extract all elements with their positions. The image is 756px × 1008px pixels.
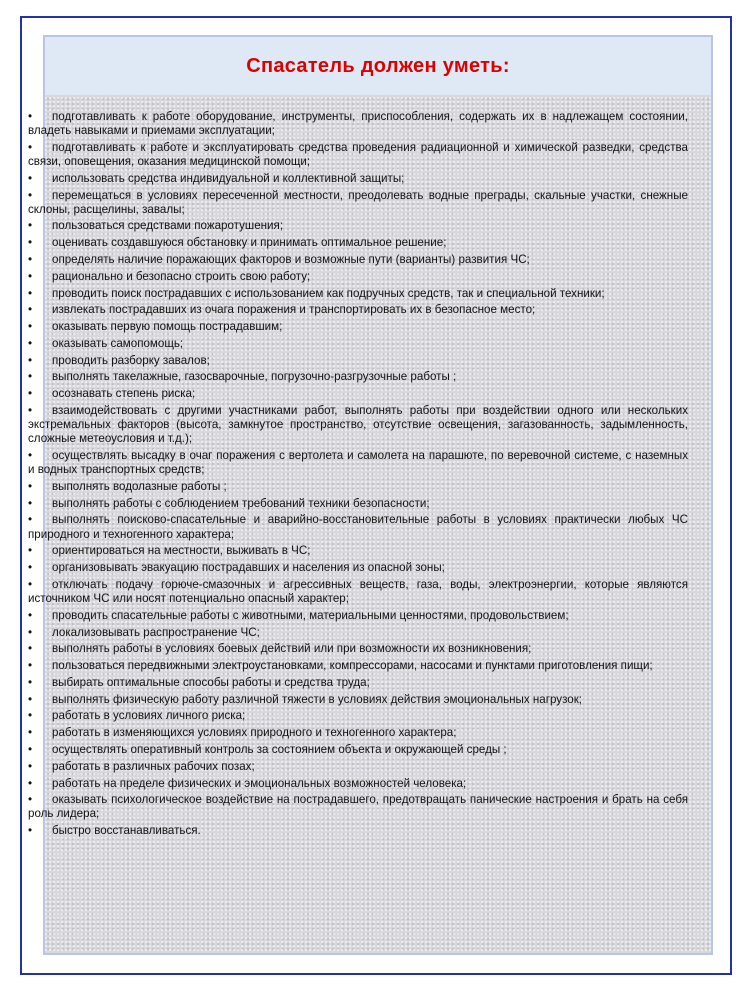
list-item-text: извлекать пострадавших из очага поражения и транспортировать их в безопасное место; [52, 303, 536, 317]
list-item [28, 253, 688, 267]
list-item-text: быстро восстанавливаться. [52, 824, 201, 838]
list-item [28, 609, 688, 623]
list-item [28, 824, 688, 838]
skills-list [28, 110, 688, 841]
bullet-icon: • [28, 544, 33, 558]
bullet-icon: • [28, 496, 33, 510]
bullet-icon: • [28, 692, 33, 706]
bullet-icon: • [28, 608, 33, 622]
list-item-text: использовать средства индивидуальной и коллективной защиты; [52, 171, 405, 185]
list-item [28, 110, 688, 138]
list-item-text: оказывать самопомощь; [52, 336, 184, 350]
bullet-icon: • [28, 171, 33, 185]
bullet-icon: • [28, 336, 33, 350]
bullet-icon: • [28, 675, 33, 689]
list-item-text: работать на пределе физических и эмоциональных возможностей человека; [52, 776, 467, 790]
bullet-icon: • [28, 219, 33, 233]
list-item-text: оценивать создавшуюся обстановку и принимать оптимальное решение; [52, 236, 447, 250]
page-title: Спасатель должен уметь: [246, 54, 510, 77]
bullet-icon: • [28, 479, 33, 493]
bullet-icon: • [28, 709, 33, 723]
bullet-icon: • [28, 776, 33, 790]
bullet-icon: • [28, 303, 33, 317]
bullet-icon: • [28, 625, 33, 639]
bullet-icon: • [28, 353, 33, 367]
list-item [28, 513, 688, 541]
list-item-text: проводить спасательные работы с животными, материальными ценностями, продовольствием; [52, 608, 569, 622]
bullet-icon: • [28, 269, 33, 283]
list-item-text: работать в различных рабочих позах; [52, 759, 255, 773]
list-item-text: ориентироваться на местности, выживать в ЧС; [52, 544, 311, 558]
list-item [28, 172, 688, 186]
list-item [28, 726, 688, 740]
list-item-text: выполнять физическую работу различной тяжести в условиях действия эмоциональных нагрузок; [52, 692, 583, 706]
list-item [28, 270, 688, 284]
list-item [28, 354, 688, 368]
list-item-text: рационально и безопасно строить свою работу; [52, 269, 311, 283]
list-item [28, 578, 688, 606]
list-item-text: выполнять работы в условиях боевых действий или при возможности их возникновения; [52, 642, 532, 656]
list-item-text: осознавать степень риска; [52, 387, 196, 401]
list-item-text: осуществлять оперативный контроль за состоянием объекта и окружающей среды ; [52, 742, 507, 756]
list-item [28, 659, 688, 673]
bullet-icon: • [28, 659, 33, 673]
list-item [28, 693, 688, 707]
bullet-icon: • [28, 793, 33, 807]
list-item [28, 626, 688, 640]
list-item [28, 561, 688, 575]
list-item [28, 387, 688, 401]
list-item [28, 303, 688, 317]
bullet-icon: • [28, 110, 33, 123]
list-item-text: работать в условиях личного риска; [52, 709, 246, 723]
bullet-icon: • [28, 642, 33, 656]
bullet-icon: • [28, 286, 33, 300]
list-item-text: оказывать психологическое воздействие на пострадавшего, предотвращать панические настроения и брать на себя роль лидера; [28, 793, 688, 821]
list-item-text: выполнять водолазные работы ; [52, 479, 227, 493]
list-item-text: выполнять такелажные, газосварочные, погрузочно-разгрузочные работы ; [52, 370, 457, 384]
bullet-icon: • [28, 513, 33, 527]
list-item [28, 287, 688, 301]
list-item [28, 320, 688, 334]
bullet-icon: • [28, 448, 33, 462]
list-item-text: подготавливать к работе оборудование, инструменты, приспособления, содержать их в надлежащем состоянии, владеть навыками и приемами эксплуатации; [28, 110, 688, 138]
page-frame [20, 16, 732, 975]
list-item [28, 676, 688, 690]
list-item-text: осуществлять высадку в очаг поражения с вертолета и самолета на парашюте, по веревочной системе, с наземных и водных транспортных средств; [28, 448, 688, 477]
bullet-icon: • [28, 140, 33, 154]
bullet-icon: • [28, 404, 33, 417]
title-bar [45, 37, 711, 95]
bullet-icon: • [28, 188, 33, 202]
list-item [28, 709, 688, 723]
list-item [28, 404, 688, 446]
list-item-text: отключать подачу горюче-смазочных и агрессивных веществ, газа, воды, электроэнергии, которые являются источником ЧС или носят потенциально опасный характер; [28, 577, 688, 605]
bullet-icon: • [28, 742, 33, 756]
list-item-text: организовывать эвакуацию пострадавших и населения из опасной зоны; [52, 561, 445, 575]
list-item-text: подготавливать к работе и эксплуатировать средства проведения радиационной и химической разведки, средства связи, оповещения, оказания медицинской помощи; [28, 140, 688, 168]
list-item-text: выполнять работы с соблюдением требований техники безопасности; [52, 496, 430, 510]
list-item [28, 760, 688, 774]
bullet-icon: • [28, 236, 33, 250]
list-item-text: пользоваться передвижными электроустановками, компрессорами, насосами и пунктами приготовления пищи; [52, 659, 653, 673]
list-item [28, 642, 688, 656]
list-item [28, 337, 688, 351]
bullet-icon: • [28, 726, 33, 740]
list-item [28, 236, 688, 250]
list-item [28, 743, 688, 757]
list-item-text: проводить поиск пострадавших с использованием как подручных средств, так и специальной техники; [52, 286, 605, 300]
bullet-icon: • [28, 824, 33, 838]
list-item-text: работать в изменяющихся условиях природного и техногенного характера; [52, 726, 457, 740]
list-item [28, 370, 688, 384]
list-item-text: пользоваться средствами пожаротушения; [52, 219, 284, 233]
list-item-text: перемещаться в условиях пересеченной местности, преодолевать водные преграды, скальные участки, снежные склоны, расщелины, завалы; [28, 188, 688, 216]
list-item [28, 793, 688, 821]
list-item [28, 497, 688, 511]
list-item [28, 141, 688, 169]
list-item-text: выполнять поисково-спасательные и аварийно-восстановительные работы в условиях практически любых ЧС природного и техногенного характера; [28, 513, 688, 541]
bullet-icon: • [28, 759, 33, 773]
list-item [28, 449, 688, 477]
list-item [28, 189, 688, 217]
list-item-text: выбирать оптимальные способы работы и средства труда; [52, 675, 370, 689]
list-item [28, 219, 688, 233]
list-item [28, 544, 688, 558]
list-item-text: локализовывать распространение ЧС; [52, 625, 260, 639]
bullet-icon: • [28, 252, 33, 266]
bullet-icon: • [28, 387, 33, 401]
bullet-icon: • [28, 370, 33, 384]
list-item [28, 777, 688, 791]
list-item-text: оказывать первую помощь пострадавшим; [52, 320, 283, 334]
list-item [28, 480, 688, 494]
list-item-text: взаимодействовать с другими участниками работ, выполнять работы при воздействии одного или нескольких экстремальных факторов (высота, замкнутое пространство, отсутствие освещения, загазованность, задымленность, сложные метеоусловия и т.д.); [28, 404, 688, 446]
list-item-text: проводить разборку завалов; [52, 353, 210, 367]
bullet-icon: • [28, 561, 33, 575]
list-item-text: определять наличие поражающих факторов и возможные пути (варианты) развития ЧС; [52, 252, 530, 266]
bullet-icon: • [28, 577, 33, 591]
bullet-icon: • [28, 320, 33, 334]
